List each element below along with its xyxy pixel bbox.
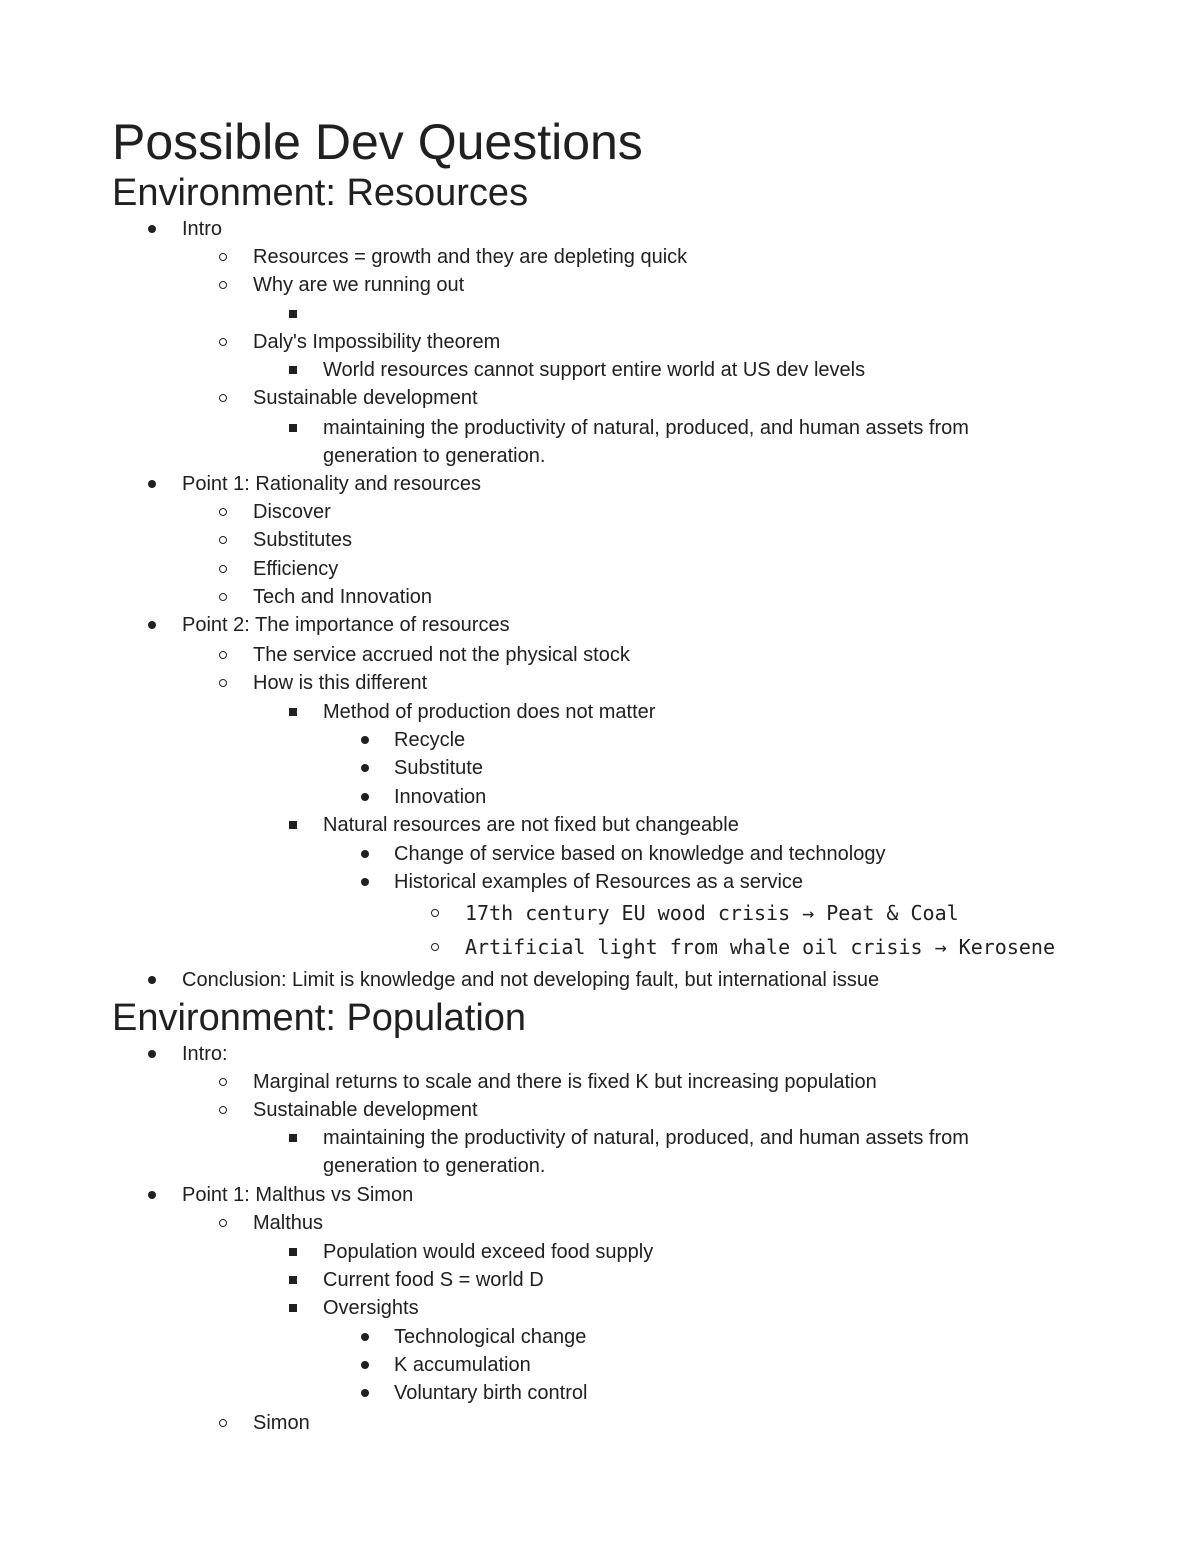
list-item: Voluntary birth control (394, 1382, 588, 1404)
bullet-circle-icon (219, 508, 227, 516)
section-heading-population: Environment: Population (112, 997, 527, 1039)
bullet-circle-icon (219, 1219, 227, 1227)
list-item: Malthus (253, 1212, 324, 1234)
bullet-square-icon (289, 1248, 297, 1256)
list-item: Oversights (323, 1297, 419, 1319)
bullet-circle-icon (219, 338, 227, 346)
list-item: Substitute (394, 757, 483, 779)
bullet-circle-icon (219, 253, 227, 261)
bullet-disc-icon (361, 878, 369, 886)
bullet-disc-icon (361, 736, 369, 744)
list-item: Method of production does not matter (323, 701, 656, 723)
list-item: Artificial light from whale oil crisis → Kerosene (465, 935, 1056, 959)
list-item: Daly's Impossibility theorem (253, 331, 501, 353)
bullet-disc-icon (361, 850, 369, 858)
bullet-disc-icon (148, 976, 156, 984)
bullet-circle-icon (219, 536, 227, 544)
bullet-square-icon (289, 708, 297, 716)
bullet-circle-icon (219, 679, 227, 687)
list-item: 17th century EU wood crisis → Peat & Coal (465, 901, 959, 925)
list-item: K accumulation (394, 1354, 531, 1376)
bullet-disc-icon (148, 225, 156, 233)
bullet-circle-icon (431, 943, 439, 951)
list-item: Sustainable development (253, 1099, 478, 1121)
list-item: Historical examples of Resources as a service (394, 871, 804, 893)
list-item: Sustainable development (253, 387, 478, 409)
list-item: Why are we running out (253, 274, 465, 296)
list-item: Population would exceed food supply (323, 1241, 654, 1263)
bullet-circle-icon (219, 1106, 227, 1114)
list-item: Substitutes (253, 529, 352, 551)
bullet-disc-icon (361, 1389, 369, 1397)
bullet-disc-icon (361, 1361, 369, 1369)
bullet-disc-icon (148, 1191, 156, 1199)
list-item: Change of service based on knowledge and technology (394, 843, 886, 865)
list-item: Conclusion: Limit is knowledge and not developing fault, but international issue (182, 969, 880, 991)
list-item: Resources = growth and they are depleting quick (253, 246, 688, 268)
bullet-disc-icon (361, 1333, 369, 1341)
list-item: How is this different (253, 672, 428, 694)
bullet-disc-icon (148, 1050, 156, 1058)
list-item: maintaining the productivity of natural, produced, and human assets from (323, 1127, 969, 1149)
bullet-circle-icon (219, 394, 227, 402)
list-item-continuation: generation to generation. (323, 445, 546, 467)
bullet-disc-icon (361, 764, 369, 772)
list-item: Marginal returns to scale and there is fixed K but increasing population (253, 1071, 877, 1093)
list-item: Efficiency (253, 558, 339, 580)
list-item: Innovation (394, 786, 487, 808)
bullet-disc-icon (148, 480, 156, 488)
list-item: Current food S = world D (323, 1269, 544, 1291)
bullet-circle-icon (431, 909, 439, 917)
list-item: Technological change (394, 1326, 587, 1348)
bullet-square-icon (289, 366, 297, 374)
bullet-circle-icon (219, 1078, 227, 1086)
bullet-circle-icon (219, 593, 227, 601)
bullet-square-icon (289, 1134, 297, 1142)
list-item: World resources cannot support entire world at US dev levels (323, 359, 866, 381)
bullet-circle-icon (219, 651, 227, 659)
list-item-continuation: generation to generation. (323, 1155, 546, 1177)
bullet-disc-icon (148, 621, 156, 629)
list-item: Recycle (394, 729, 466, 751)
bullet-square-icon (289, 310, 297, 318)
list-item: Intro (182, 218, 223, 240)
bullet-circle-icon (219, 281, 227, 289)
list-item: Point 1: Rationality and resources (182, 473, 482, 495)
list-item: Discover (253, 501, 331, 523)
list-item: Point 2: The importance of resources (182, 614, 510, 636)
bullet-circle-icon (219, 565, 227, 573)
bullet-square-icon (289, 1304, 297, 1312)
section-heading-resources: Environment: Resources (112, 172, 529, 214)
list-item: Natural resources are not fixed but changeable (323, 814, 739, 836)
bullet-square-icon (289, 1276, 297, 1284)
list-item: Intro: (182, 1043, 228, 1065)
list-item: The service accrued not the physical stock (253, 644, 630, 666)
bullet-circle-icon (219, 1419, 227, 1427)
bullet-disc-icon (361, 793, 369, 801)
list-item: Tech and Innovation (253, 586, 433, 608)
list-item: Point 1: Malthus vs Simon (182, 1184, 414, 1206)
page-title: Possible Dev Questions (112, 114, 643, 170)
bullet-square-icon (289, 424, 297, 432)
bullet-square-icon (289, 821, 297, 829)
list-item: Simon (253, 1412, 310, 1434)
list-item: maintaining the productivity of natural, produced, and human assets from (323, 417, 969, 439)
